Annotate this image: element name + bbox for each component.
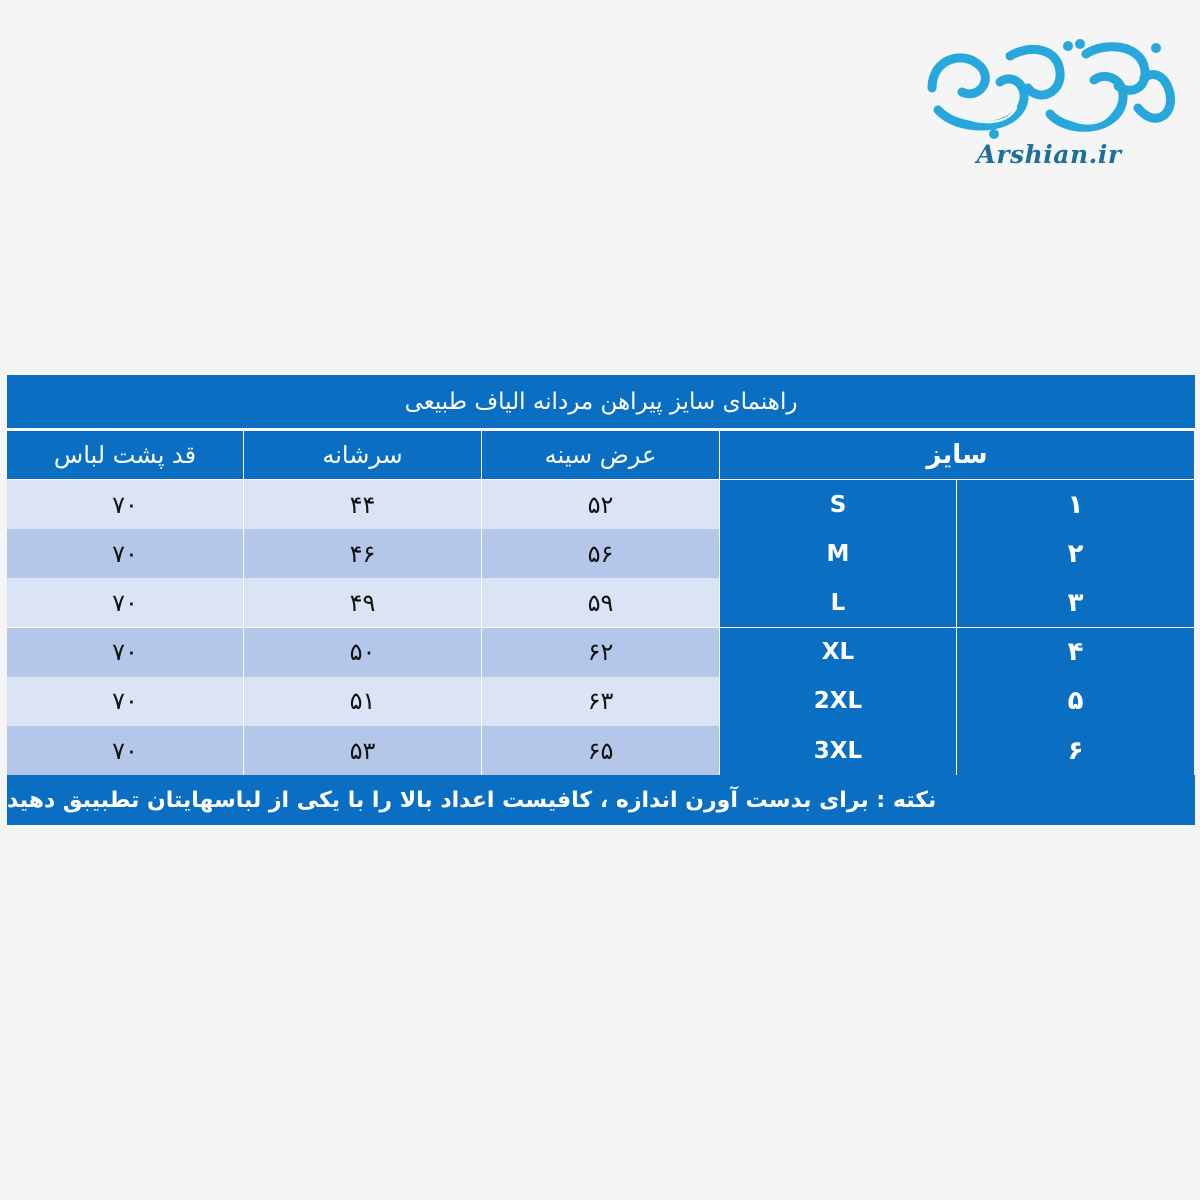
brand-logo [918, 36, 1180, 176]
row-size-cell: S [720, 480, 957, 530]
row-shoulder-cell: ۴۴ [244, 480, 482, 530]
row-index-cell: ۴ [957, 628, 1195, 678]
row-length-cell: ۷۰ [7, 726, 244, 776]
row-chest-cell: ۵۶ [482, 529, 720, 579]
row-chest-cell: ۶۳ [482, 677, 720, 727]
row-shoulder-cell: ۵۱ [244, 677, 482, 727]
logo-emblem-icon [918, 36, 1180, 146]
row-length-cell: ۷۰ [7, 480, 244, 530]
row-size-cell: 2XL [720, 677, 957, 727]
row-index-cell: ۳ [957, 578, 1195, 628]
header-back-length: قد پشت لباس [7, 428, 244, 480]
row-index-cell: ۱ [957, 480, 1195, 530]
logo-site-text: Arshian.ir [976, 140, 1122, 169]
row-shoulder-cell: ۵۰ [244, 628, 482, 678]
row-chest-cell: ۵۲ [482, 480, 720, 530]
note-text: نکته : برای بدست آورن اندازه ، کافیست اعداد بالا را با یکی از لباسهایتان تطبیبق دهید [7, 787, 937, 813]
table-note [7, 775, 1195, 825]
header-chest-width: عرض سینه [482, 428, 720, 480]
row-shoulder-cell: ۴۶ [244, 529, 482, 579]
row-size-cell: XL [720, 628, 957, 678]
row-size-cell: M [720, 529, 957, 579]
row-shoulder-cell: ۵۳ [244, 726, 482, 776]
row-index-cell: ۲ [957, 529, 1195, 579]
table-title: راهنمای سایز پیراهن مردانه الیاف طبیعی [7, 375, 1195, 428]
size-guide-table [7, 375, 1195, 825]
row-index-cell: ۶ [957, 726, 1195, 776]
row-chest-cell: ۵۹ [482, 578, 720, 628]
row-length-cell: ۷۰ [7, 628, 244, 678]
row-size-cell: L [720, 578, 957, 628]
row-chest-cell: ۶۵ [482, 726, 720, 776]
row-length-cell: ۷۰ [7, 529, 244, 579]
row-chest-cell: ۶۲ [482, 628, 720, 678]
row-length-cell: ۷۰ [7, 578, 244, 628]
row-shoulder-cell: ۴۹ [244, 578, 482, 628]
header-size: سایز [720, 428, 1195, 480]
row-size-cell: 3XL [720, 726, 957, 776]
header-shoulder: سرشانه [244, 428, 482, 480]
row-index-cell: ۵ [957, 677, 1195, 727]
row-length-cell: ۷۰ [7, 677, 244, 727]
